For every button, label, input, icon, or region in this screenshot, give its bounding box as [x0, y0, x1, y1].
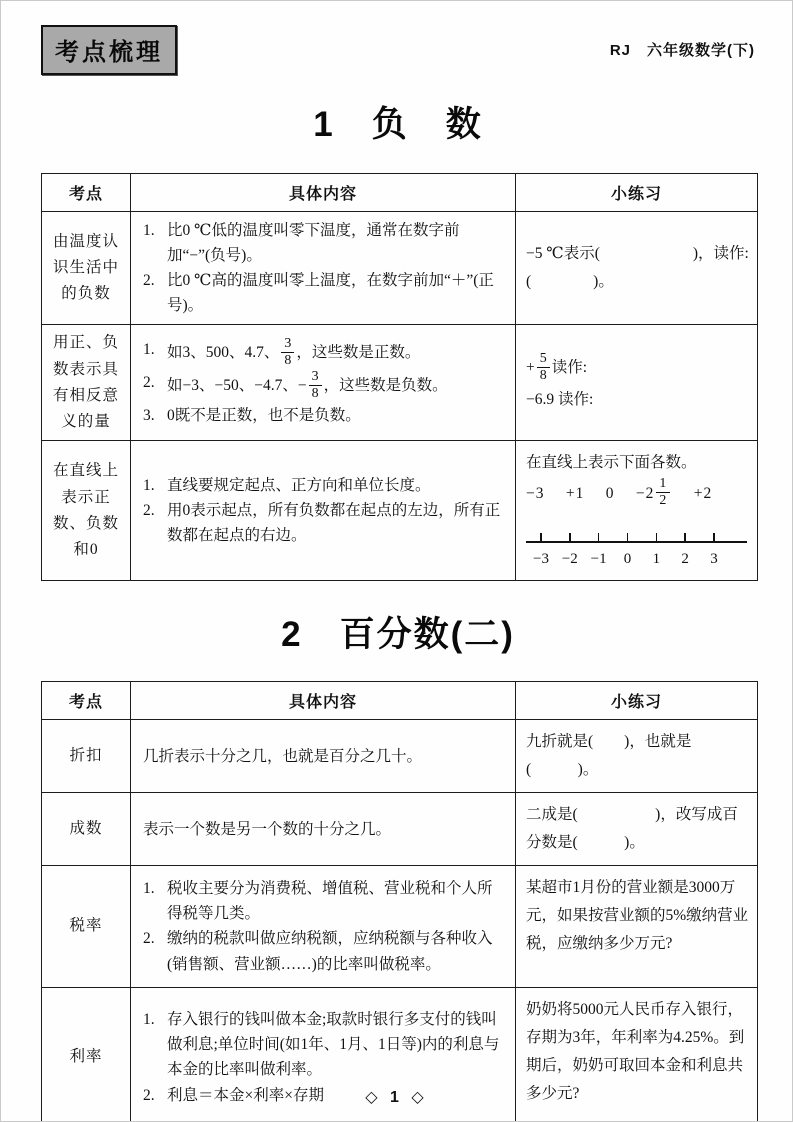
content-cell: 表示一个数是另一个数的十分之几。	[131, 793, 516, 866]
content-item	[143, 268, 505, 318]
content-item	[143, 370, 505, 403]
tick	[678, 526, 692, 573]
numerator: 3	[309, 369, 322, 386]
table-header-row	[42, 682, 758, 720]
tick-label: 3	[710, 551, 718, 568]
tick	[620, 526, 634, 573]
item-number: 1.	[143, 477, 155, 495]
table-row	[42, 441, 758, 581]
column-header-practice: 小练习	[516, 682, 758, 720]
tick-mark	[656, 533, 658, 542]
item-number: 3.	[143, 407, 155, 425]
tick-mark	[627, 533, 629, 542]
tick-label: −3	[533, 551, 549, 568]
item-number: 2.	[143, 930, 155, 948]
practice-line: −6.9 读作:	[526, 390, 594, 408]
item-text: 存入银行的钱叫做本金;取款时银行多支付的钱叫做利息;单位时间(如1年、1月、1日等)内的利息与本金的比率叫做利率。	[167, 1011, 500, 1079]
section-1-title: 1 负 数	[313, 105, 483, 144]
item-number: 2.	[143, 272, 155, 290]
content-item	[143, 218, 505, 268]
tick	[534, 526, 548, 573]
content-cell	[131, 441, 516, 581]
denominator: 8	[311, 386, 319, 402]
fraction	[309, 369, 322, 402]
content-item	[143, 876, 505, 926]
number-line	[526, 526, 749, 572]
table-row	[42, 720, 758, 793]
content-cell: 几折表示十分之几，也就是百分之几十。	[131, 720, 516, 793]
number-line-ticks	[534, 526, 721, 573]
content-item	[143, 498, 505, 548]
column-header-content: 具体内容	[131, 174, 516, 212]
content-item	[143, 926, 505, 976]
tick	[563, 526, 577, 573]
item-text: 缴纳的税款叫做应纳税额，应纳税额与各种收入(销售额、营业额……)的比率叫做税率。	[167, 930, 493, 973]
content-item	[143, 403, 505, 428]
tick-mark	[540, 533, 542, 542]
content-cell	[131, 212, 516, 325]
practice-cell: 奶奶将5000元人民币存入银行，存期为3年，年利率为4.25%。到期后，奶奶可取回本金和利息共多少元?	[516, 987, 758, 1122]
practice-cell: −5 ℃表示( )，读作:( )。	[516, 212, 758, 325]
table-row	[42, 865, 758, 987]
page-top-bar	[41, 25, 755, 75]
item-number: 1.	[143, 1011, 155, 1029]
tick-mark	[713, 533, 715, 542]
tick	[707, 526, 721, 573]
numerator: 5	[537, 351, 550, 368]
practice-cell: 二成是( )，改写成百分数是( )。	[516, 793, 758, 866]
point-cell: 折扣	[42, 720, 131, 793]
item-text: 用0表示起点，所有负数都在起点的左边，所有正数都在起点的右边。	[167, 502, 501, 545]
item-number: 1.	[143, 880, 155, 898]
table-header-row	[42, 174, 758, 212]
item-text: 比0 ℃低的温度叫零下温度，通常在数字前加“−”(负号)。	[167, 222, 460, 265]
point-cell: 由温度认识生活中的负数	[42, 212, 131, 325]
practice-cell: 某超市1月份的营业额是3000万元，如果按营业额的5%缴纳营业税，应缴纳多少万元?	[516, 865, 758, 987]
tick-label: 1	[652, 551, 661, 568]
item-number: 2.	[143, 1086, 155, 1104]
point-cell: 在直线上表示正数、负数和0	[42, 441, 131, 581]
column-header-point: 考点	[42, 682, 131, 720]
column-header-point: 考点	[42, 174, 131, 212]
tick-mark	[569, 533, 571, 542]
tick	[592, 526, 606, 573]
section-2-table	[41, 681, 758, 1122]
column-header-content: 具体内容	[131, 682, 516, 720]
denominator: 8	[539, 368, 547, 384]
numerator: 3	[281, 336, 294, 353]
tick-label: 2	[681, 551, 689, 568]
item-text: 如−3、−50、−4.7、− $\frac{3}{8}$ ，这些数是负数。	[167, 369, 448, 402]
item-text: 直线要规定起点、正方向和单位长度。	[167, 477, 431, 495]
practice-title: 在直线上表示下面各数。	[526, 454, 697, 472]
tick-mark	[684, 533, 686, 542]
point-cell: 成数	[42, 793, 131, 866]
item-text: 0既不是正数，也不是负数。	[167, 407, 361, 425]
point-cell: 利率	[42, 987, 131, 1122]
item-number: 2.	[143, 374, 155, 392]
edition-label: RJ 六年级数学(下)	[609, 42, 755, 59]
practice-cell	[516, 441, 758, 581]
numerator: 1	[656, 476, 670, 493]
tick	[649, 526, 663, 573]
content-cell	[131, 865, 516, 987]
denominator: 2	[659, 493, 668, 509]
practice-line: + $\frac{5}{8}$ 读作:	[526, 351, 588, 384]
content-item	[143, 1007, 505, 1082]
practice-cell: 九折就是( )，也就是( )。	[516, 720, 758, 793]
item-number: 2.	[143, 502, 155, 520]
section-1-table	[41, 173, 758, 581]
item-text: 税收主要分为消费税、增值税、营业税和个人所得税等几类。	[167, 880, 493, 923]
content-item	[143, 337, 505, 370]
section-2-title: 2 百分数(二)	[281, 615, 515, 655]
point-cell: 用正、负数表示具有相反意义的量	[42, 325, 131, 441]
point-cell: 税率	[42, 865, 131, 987]
fraction	[537, 351, 550, 384]
table-row	[42, 793, 758, 866]
item-number: 1.	[143, 341, 155, 359]
fraction	[281, 336, 294, 369]
table-row	[42, 212, 758, 325]
item-text: 如3、500、4.7、 $\frac{3}{8}$ ，这些数是正数。	[167, 336, 421, 369]
content-cell	[131, 325, 516, 441]
tick-mark	[598, 533, 600, 542]
item-number: 1.	[143, 222, 155, 239]
item-text: 比0 ℃高的温度叫零上温度，在数字前加“＋”(正号)。	[167, 272, 494, 315]
item-text: 利息＝本金×利率×存期	[167, 1086, 324, 1104]
review-badge: 考点梳理	[41, 25, 177, 75]
fraction	[656, 476, 670, 509]
tick-label: 0	[623, 551, 632, 568]
tick-label: −2	[561, 551, 578, 568]
content-item	[143, 473, 505, 498]
tick-label: −1	[590, 551, 607, 568]
column-header-practice: 小练习	[516, 174, 758, 212]
denominator: 8	[284, 353, 292, 369]
page-number: ◇ 1 ◇	[365, 1089, 428, 1106]
practice-cell	[516, 325, 758, 441]
numbers-to-plot: −3 +1 0 −2 $\frac{1}{2}$ +2	[526, 476, 713, 509]
table-row	[42, 325, 758, 441]
